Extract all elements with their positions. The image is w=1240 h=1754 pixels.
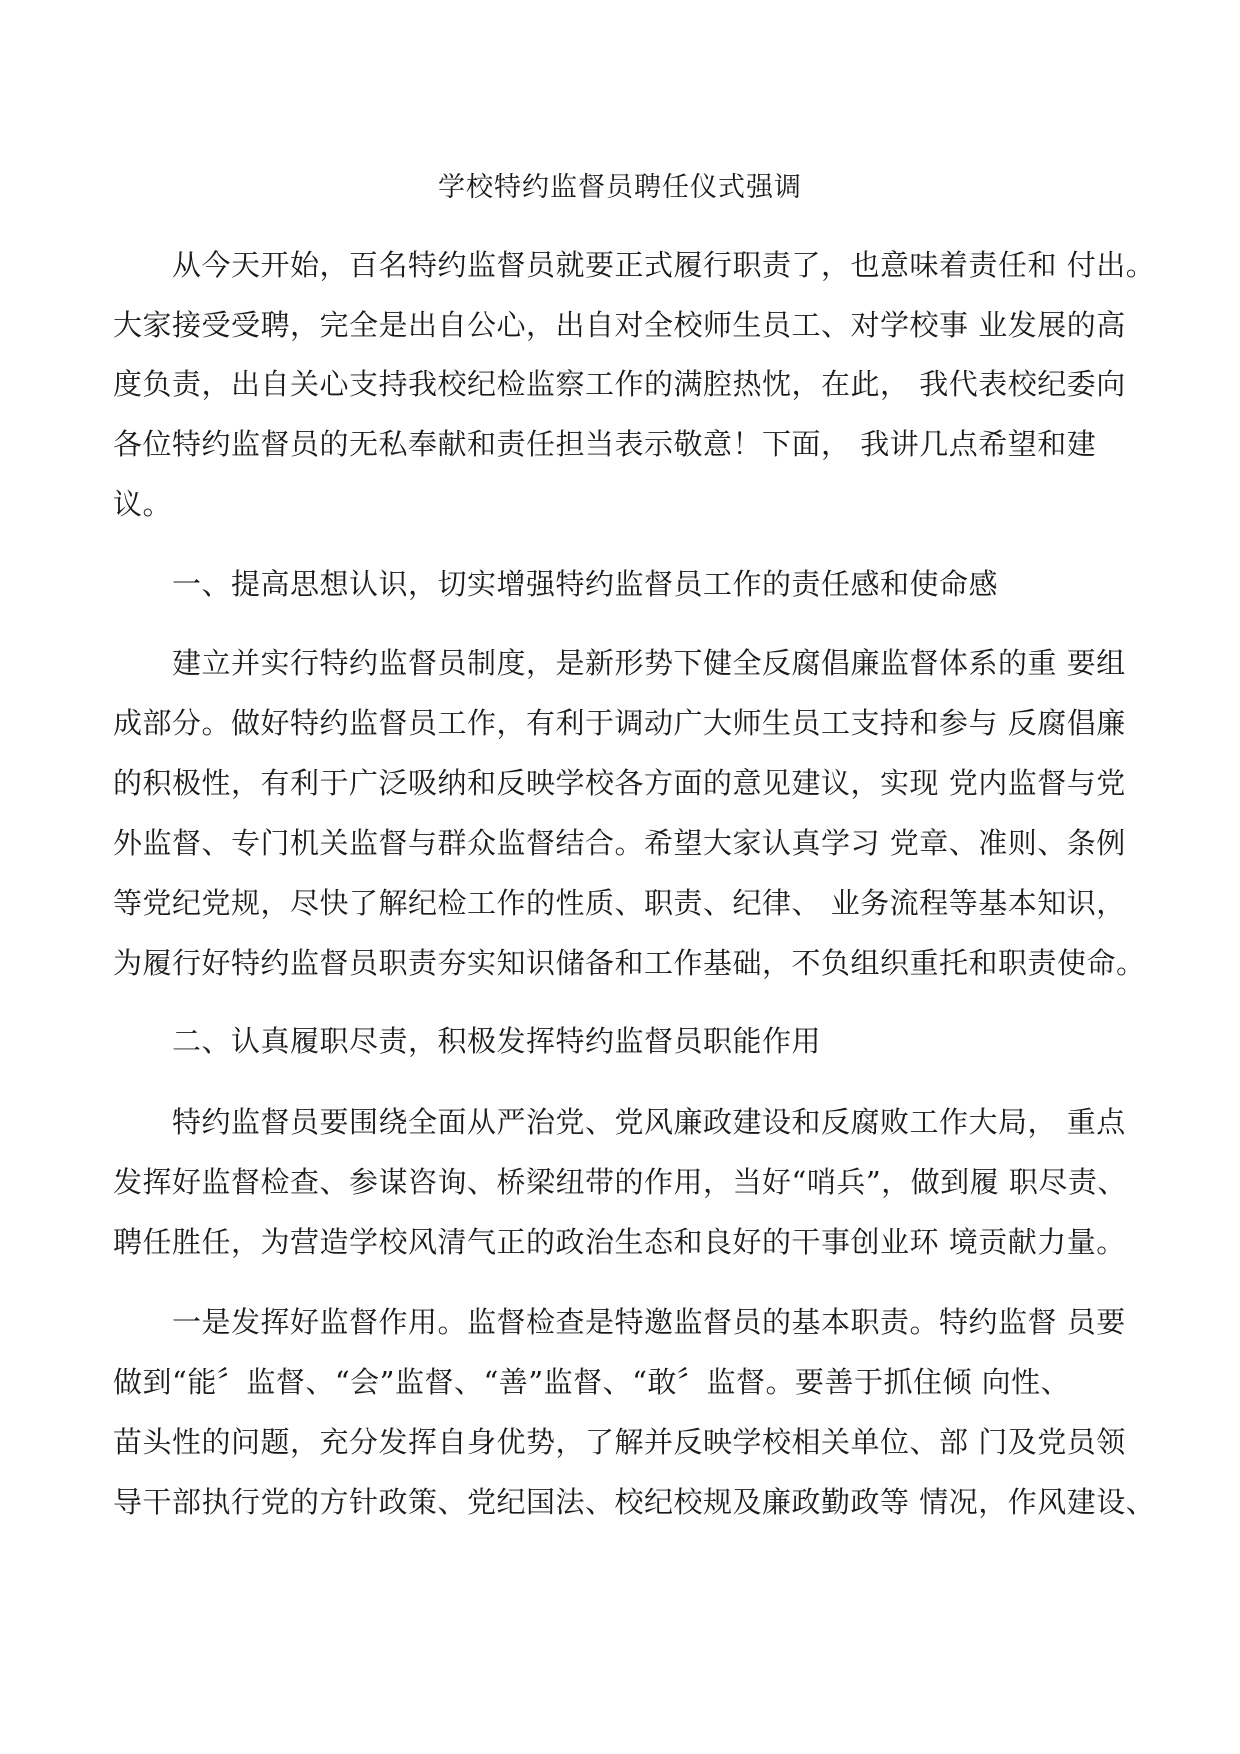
paragraph-1-line-1: 从今天开始，百名特约监督员就要正式履行职责了，也意味着责任和 付出。 bbox=[172, 248, 1156, 282]
paragraph-4-line-1: 一是发挥好监督作用。监督检查是特邀监督员的基本职责。特约监督 员要 bbox=[172, 1305, 1126, 1339]
paragraph-4-line-2: 做到“能〞监督、“会”监督、“善”监督、“敢〞监督。要善于抓住倾 向性、 bbox=[113, 1365, 1071, 1399]
paragraph-2-line-2: 成部分。做好特约监督员工作，有利于调动广大师生员工支持和参与 反腐倡廉 bbox=[113, 706, 1126, 740]
paragraph-3-line-3: 聘任胜任，为营造学校风清气正的政治生态和良好的干事创业环 境贡献力量。 bbox=[113, 1225, 1126, 1259]
paragraph-4-line-4: 导干部执行党的方针政策、党纪国法、校纪校规及廉政勤政等 情况，作风建设、 bbox=[113, 1485, 1156, 1519]
paragraph-4-line-3: 苗头性的问题，充分发挥自身优势，了解并反映学校相关单位、部 门及党员领 bbox=[113, 1425, 1126, 1459]
paragraph-1-line-4: 各位特约监督员的无私奉献和责任担当表示敬意！下面， 我讲几点希望和建 bbox=[113, 427, 1097, 461]
paragraph-2-line-3: 的积极性，有利于广泛吸纳和反映学校各方面的意见建议，实现 党内监督与党 bbox=[113, 766, 1126, 800]
paragraph-2-line-4: 外监督、专门机关监督与群众监督结合。希望大家认真学习 党章、准则、条例 bbox=[113, 826, 1126, 860]
paragraph-1-line-2: 大家接受受聘，完全是出自公心，出自对全校师生员工、对学校事 业发展的高 bbox=[113, 308, 1126, 342]
paragraph-2-line-1: 建立并实行特约监督员制度，是新形势下健全反腐倡廉监督体系的重 要组 bbox=[172, 646, 1126, 680]
paragraph-2-line-5: 等党纪党规，尽快了解纪检工作的性质、职责、纪律、 业务流程等基本知识， bbox=[113, 886, 1126, 920]
paragraph-2-line-6: 为履行好特约监督员职责夯实知识储备和工作基础，不负组织重托和职责使命。 bbox=[113, 946, 1146, 980]
paragraph-1-line-5: 议。 bbox=[113, 487, 173, 521]
paragraph-1-line-3: 度负责，出自关心支持我校纪检监察工作的满腔热忱，在此， 我代表校纪委向 bbox=[113, 367, 1126, 401]
section-heading-2: 二、认真履职尽责，积极发挥特约监督员职能作用 bbox=[172, 1024, 822, 1058]
document-title: 学校特约监督员聘任仪式强调 bbox=[438, 172, 802, 203]
section-heading-1: 一、提高思想认识，切实增强特约监督员工作的责任感和使命感 bbox=[172, 567, 999, 601]
paragraph-3-line-1: 特约监督员要围绕全面从严治党、党风廉政建设和反腐败工作大局， 重点 bbox=[172, 1105, 1126, 1139]
paragraph-3-line-2: 发挥好监督检查、参谋咨询、桥梁纽带的作用，当好“哨兵”，做到履 职尽责、 bbox=[113, 1165, 1127, 1199]
